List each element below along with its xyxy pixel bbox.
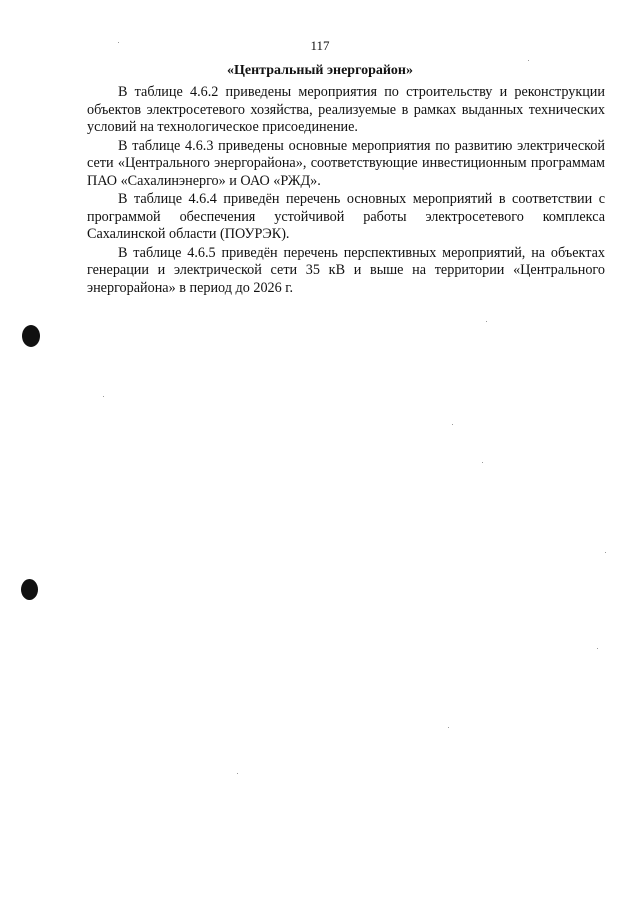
paragraph-table-4-6-3: В таблице 4.6.3 приведены основные мероприятия по развитию электрической сети «Центрального энергорайона», соответствующие инвестиционным программам ПАО «Сахалинэнерго» и ОАО «РЖД». (87, 137, 605, 189)
page-number: 117 (310, 38, 330, 53)
paragraph-table-4-6-4: В таблице 4.6.4 приведён перечень основных мероприятий в соответствии с программой обеспечения устойчивой работы электросетевого комплекса Сахалинской области (ПОУРЭК). (87, 191, 605, 242)
scan-speck (597, 648, 598, 649)
scan-speck (486, 321, 487, 322)
paragraph-table-4-6-5: В таблице 4.6.5 приведён перечень перспективных мероприятий, на объектах генерации и электрической сети 35 кВ и выше на территории «Центрального энергорайона» в период до 2026 г. (87, 244, 605, 296)
section-title: «Центральный энергорайон» (227, 63, 413, 78)
scan-speck (605, 552, 606, 553)
body-text (87, 84, 605, 298)
scan-speck (452, 424, 453, 425)
paragraph-table-4-6-2: В таблице 4.6.2 приведены мероприятия по строительству и реконструкции объектов электросетевого хозяйства, реализуемые в рамках выданных технических условий на технологическое присоединение. (87, 84, 605, 135)
punch-hole-top (22, 325, 40, 347)
scan-speck (118, 42, 119, 43)
scan-speck (448, 727, 449, 728)
scan-speck (103, 396, 104, 397)
scan-speck (528, 60, 529, 61)
punch-hole-bottom (21, 579, 38, 600)
scan-speck (237, 773, 238, 774)
scan-speck (482, 462, 483, 463)
